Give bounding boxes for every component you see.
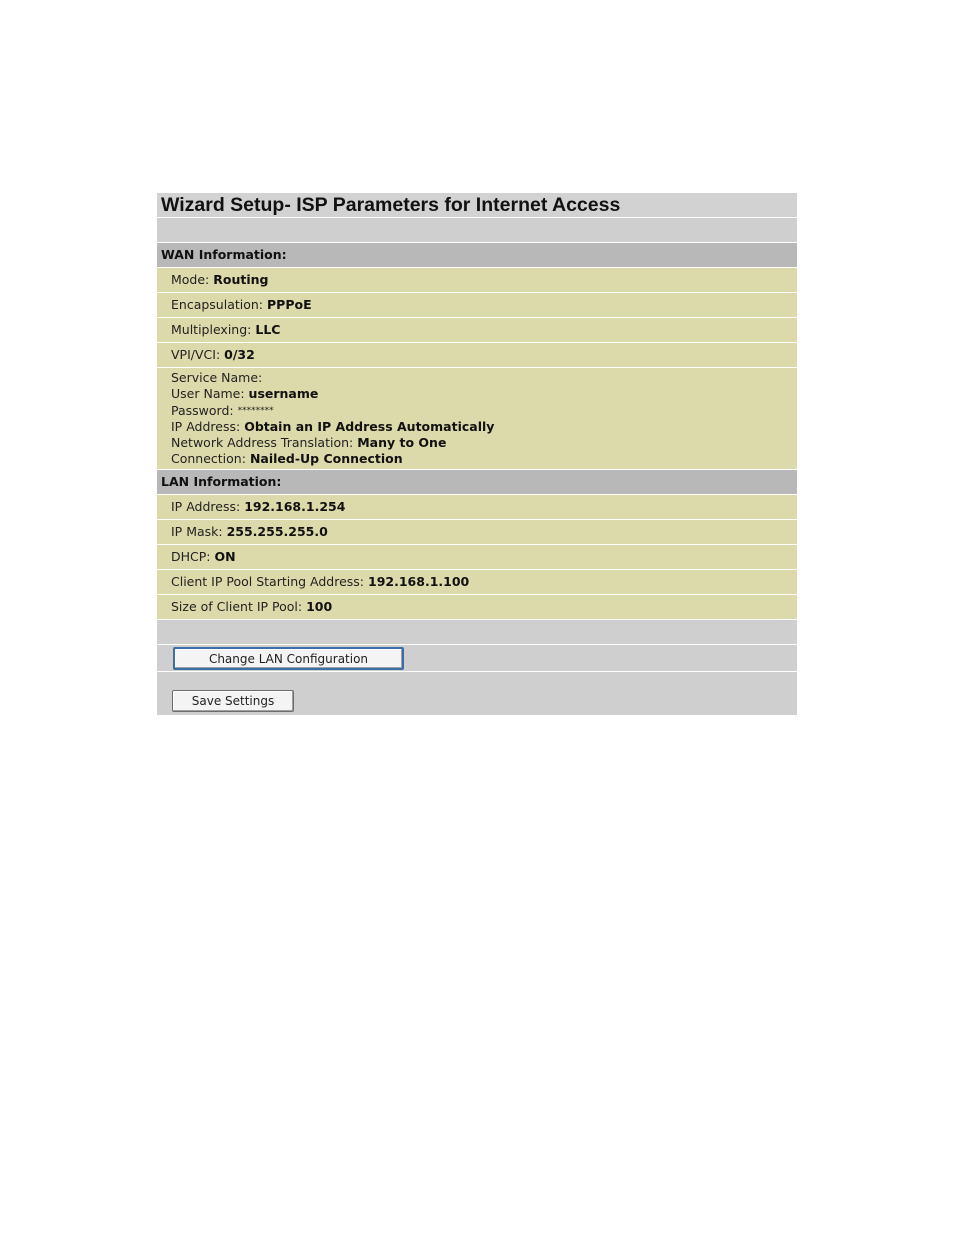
spacer-row (157, 218, 797, 243)
connection-label: Connection: (171, 451, 246, 467)
save-settings-button[interactable]: Save Settings (172, 690, 294, 712)
lan-pool-start-value: 192.168.1.100 (368, 574, 470, 589)
user-name-label: User Name: (171, 386, 245, 402)
lan-ip-mask-value: 255.255.255.0 (226, 524, 328, 539)
lan-pool-start-label: Client IP Pool Starting Address: (171, 574, 365, 589)
wan-ip-address-label: IP Address: (171, 418, 241, 434)
lan-dhcp-value: ON (214, 549, 236, 564)
lan-ip-mask-label: IP Mask: (171, 524, 223, 539)
lan-ip-address-value: 192.168.1.254 (244, 499, 346, 514)
wan-encapsulation-label: Encapsulation: (171, 297, 264, 312)
title-row (157, 193, 797, 218)
user-name-value: username (248, 386, 319, 402)
lan-dhcp-label: DHCP: (171, 549, 211, 564)
service-name-label: Service Name: (171, 370, 263, 385)
wan-vpi-vci-label: VPI/VCI: (171, 347, 221, 362)
wan-encapsulation-value: PPPoE (267, 297, 312, 312)
wan-mode-value: Routing (213, 272, 269, 287)
nat-value: Many to One (357, 435, 447, 451)
password-line (171, 403, 797, 419)
service-name-line (171, 370, 797, 386)
wan-section-heading: WAN Information: (157, 243, 797, 268)
password-value: ******** (237, 405, 274, 416)
lan-pool-start-row (157, 570, 797, 595)
wan-vpi-vci-value: 0/32 (224, 347, 255, 362)
change-lan-row (157, 645, 797, 672)
wan-multiplexing-row (157, 318, 797, 343)
nat-line (171, 435, 797, 451)
wan-multiplexing-label: Multiplexing: (171, 322, 252, 337)
lan-pool-size-value: 100 (306, 599, 333, 614)
wan-mode-label: Mode: (171, 272, 210, 287)
wan-vpi-vci-row (157, 343, 797, 368)
wan-ip-address-value: Obtain an IP Address Automatically (244, 418, 495, 434)
page-title: Wizard Setup- ISP Parameters for Internet Access (161, 194, 621, 216)
wan-encapsulation-row (157, 293, 797, 318)
spacer-row (157, 620, 797, 645)
save-row (157, 672, 797, 715)
lan-pool-size-row (157, 595, 797, 620)
wan-ip-address-line (171, 419, 797, 435)
connection-line (171, 451, 797, 467)
user-name-line (171, 386, 797, 402)
connection-value: Nailed-Up Connection (249, 451, 403, 467)
nat-label: Network Address Translation: (171, 435, 354, 451)
password-label: Password: (171, 402, 234, 418)
lan-section-heading: LAN Information: (157, 470, 797, 495)
lan-pool-size-label: Size of Client IP Pool: (171, 599, 303, 614)
lan-ip-address-row (157, 495, 797, 520)
wan-multiplexing-value: LLC (255, 322, 281, 337)
change-lan-configuration-button[interactable]: Change LAN Configuration (173, 647, 404, 670)
wan-mode-row (157, 268, 797, 293)
wan-isp-details (157, 368, 797, 470)
lan-ip-mask-row (157, 520, 797, 545)
lan-ip-address-label: IP Address: (171, 499, 241, 514)
lan-dhcp-row (157, 545, 797, 570)
wizard-panel (157, 193, 797, 715)
